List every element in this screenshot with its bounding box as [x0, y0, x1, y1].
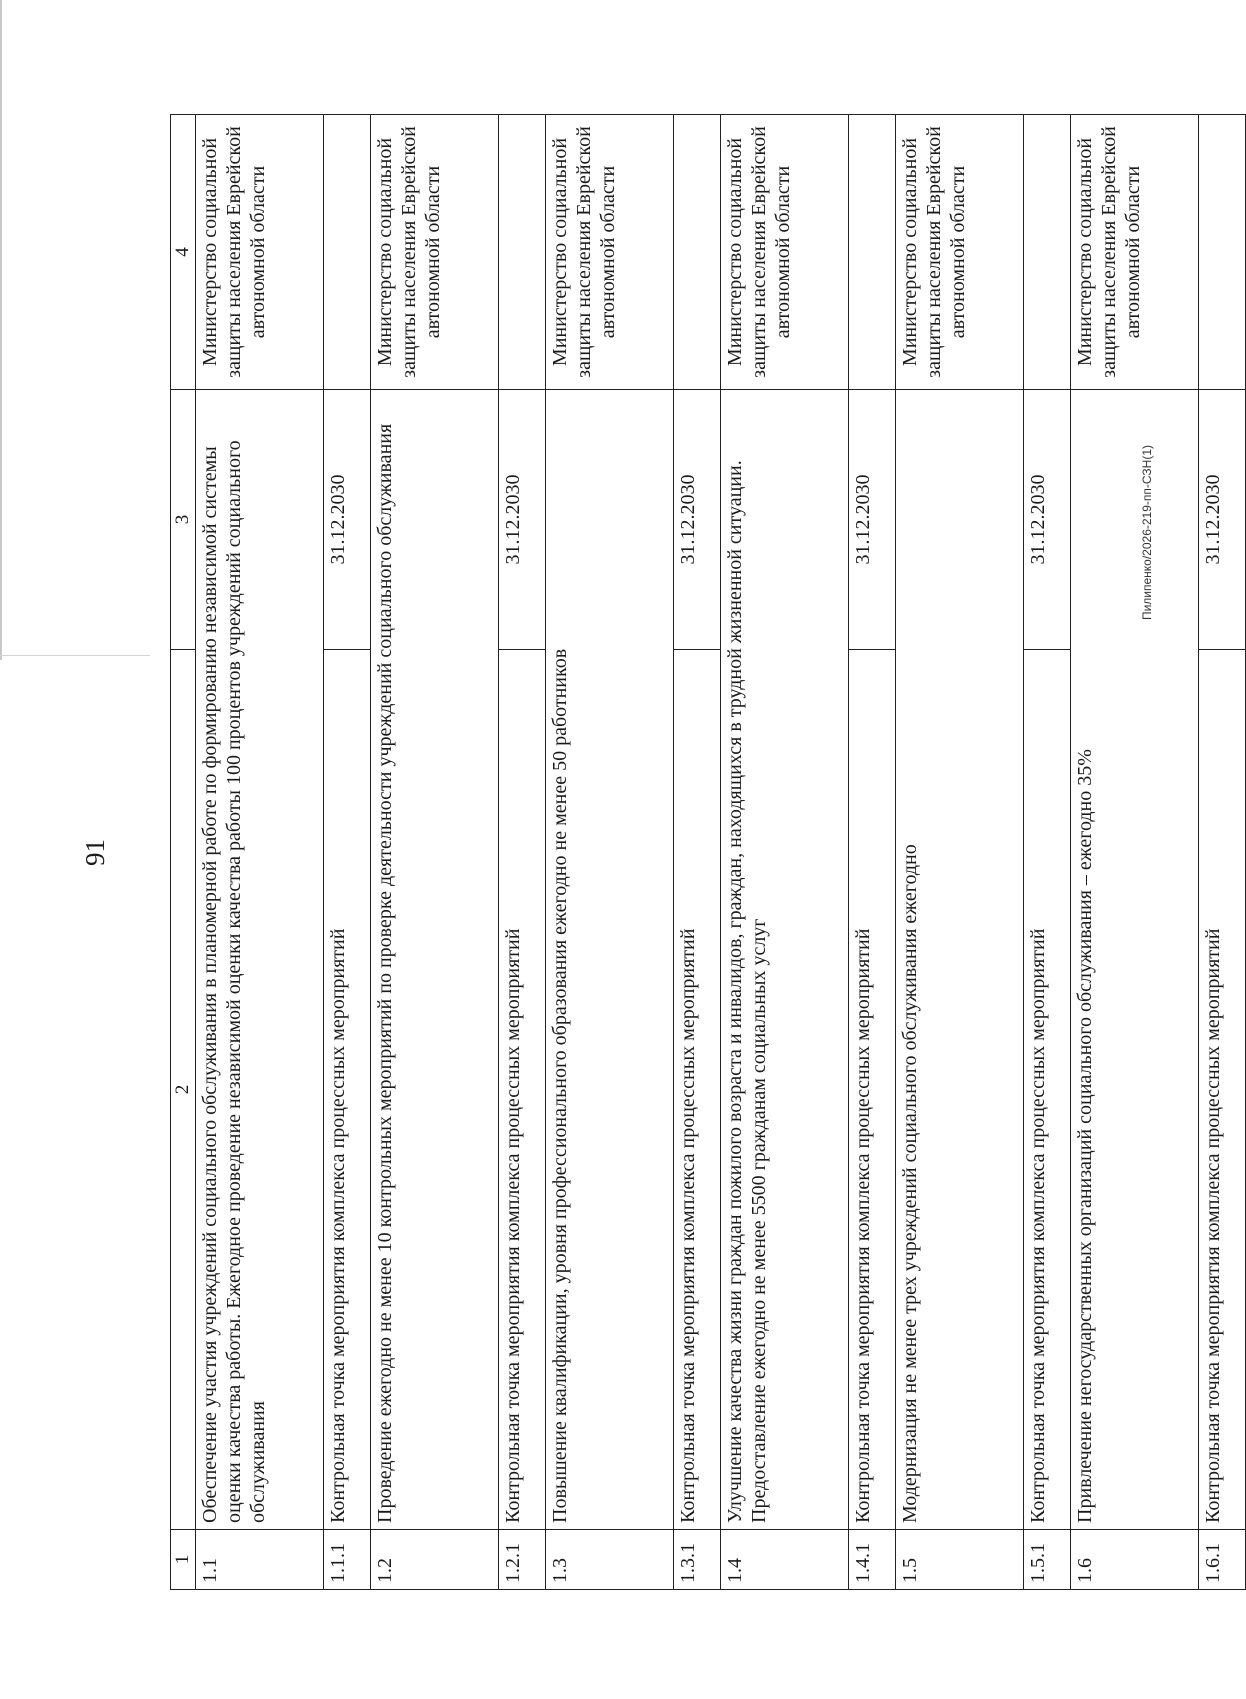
table-row: [849, 115, 896, 1590]
plan-table-body: [196, 115, 1246, 1590]
row-number: 1.6: [1071, 1530, 1199, 1590]
row-description: Контрольная точка мероприятия комплекса процессных мероприятий: [324, 650, 371, 1530]
row-description: Проведение ежегодно не менее 10 контрольных мероприятий по проверке деятельности учреждений социального обслуживания: [371, 390, 499, 1530]
row-number: 1.5.1: [1024, 1530, 1071, 1590]
row-deadline: 31.12.2030: [499, 390, 546, 650]
header-col-3: 3: [171, 390, 196, 650]
row-deadline: 31.12.2030: [1199, 390, 1246, 650]
row-description: Обеспечение участия учреждений социального обслуживания в планомерной работе по формированию независимой системы оценки качества работы. Ежегодное проведение независимой оценки качества работы 100 процентов учреждений социального обслуживания: [196, 390, 324, 1530]
row-deadline: 31.12.2030: [849, 390, 896, 650]
row-deadline: 31.12.2030: [1024, 390, 1071, 650]
row-number: 1.2.1: [499, 1530, 546, 1590]
page-number: 91: [80, 839, 110, 866]
table-row: [721, 115, 849, 1590]
table-row: [674, 115, 721, 1590]
table-row: [1199, 115, 1246, 1590]
scan-edge-line: [0, 0, 2, 660]
row-deadline: 31.12.2030: [674, 390, 721, 650]
row-number: 1.3: [546, 1530, 674, 1590]
row-description: Привлечение негосударственных организаций социального обслуживания – ежегодно 35%: [1071, 390, 1199, 1530]
row-description: Контрольная точка мероприятия комплекса процессных мероприятий: [674, 650, 721, 1530]
row-number: 1.5: [896, 1530, 1024, 1590]
row-responsible: Министерство социальной защиты населения Еврейской автономной области: [1071, 115, 1199, 390]
scan-edge-tick: [0, 655, 150, 656]
table-row: [324, 115, 371, 1590]
plan-table: [170, 114, 1246, 1590]
header-col-4: 4: [171, 115, 196, 390]
row-responsible: [674, 115, 721, 390]
row-number: 1.2: [371, 1530, 499, 1590]
row-responsible: Министерство социальной защиты населения Еврейской автономной области: [371, 115, 499, 390]
header-col-2: 2: [171, 650, 196, 1530]
header-col-1: 1: [171, 1530, 196, 1590]
table-row: [896, 115, 1024, 1590]
row-deadline: 31.12.2030: [324, 390, 371, 650]
table-row: [1024, 115, 1071, 1590]
row-description: Контрольная точка мероприятия комплекса процессных мероприятий: [849, 650, 896, 1530]
rotated-page: [80, 115, 1225, 1590]
footer-code: Пилипенко/2026-219-пп-СЗН(1): [1140, 445, 1154, 621]
table-row: [1071, 115, 1199, 1590]
row-description: Контрольная точка мероприятия комплекса процессных мероприятий: [499, 650, 546, 1530]
table-header-row: [171, 115, 196, 1590]
row-number: 1.1.1: [324, 1530, 371, 1590]
row-number: 1.1: [196, 1530, 324, 1590]
table-row: [196, 115, 324, 1590]
row-responsible: [324, 115, 371, 390]
row-responsible: [849, 115, 896, 390]
row-description: Модернизация не менее трех учреждений социального обслуживания ежегодно: [896, 390, 1024, 1530]
row-responsible: Министерство социальной защиты населения Еврейской автономной области: [721, 115, 849, 390]
row-number: 1.4.1: [849, 1530, 896, 1590]
table-row: [371, 115, 499, 1590]
row-responsible: [1024, 115, 1071, 390]
row-responsible: Министерство социальной защиты населения Еврейской автономной области: [546, 115, 674, 390]
row-description: Контрольная точка мероприятия комплекса процессных мероприятий: [1024, 650, 1071, 1530]
row-responsible: [499, 115, 546, 390]
row-number: 1.3.1: [674, 1530, 721, 1590]
row-responsible: [1199, 115, 1246, 390]
table-row: [499, 115, 546, 1590]
row-description: Контрольная точка мероприятия комплекса процессных мероприятий: [1199, 650, 1246, 1530]
row-responsible: Министерство социальной защиты населения Еврейской автономной области: [896, 115, 1024, 390]
row-number: 1.4: [721, 1530, 849, 1590]
row-description: Улучшение качества жизни граждан пожилого возраста и инвалидов, граждан, находящихся в трудной жизненной ситуации. Предоставление ежегодно не менее 5500 гражданам социальных услуг: [721, 390, 849, 1530]
row-responsible: Министерство социальной защиты населения Еврейской автономной области: [196, 115, 324, 390]
table-row: [546, 115, 674, 1590]
row-description: Повышение квалификации, уровня профессионального образования ежегодно не менее 50 работников: [546, 390, 674, 1530]
row-number: 1.6.1: [1199, 1530, 1246, 1590]
